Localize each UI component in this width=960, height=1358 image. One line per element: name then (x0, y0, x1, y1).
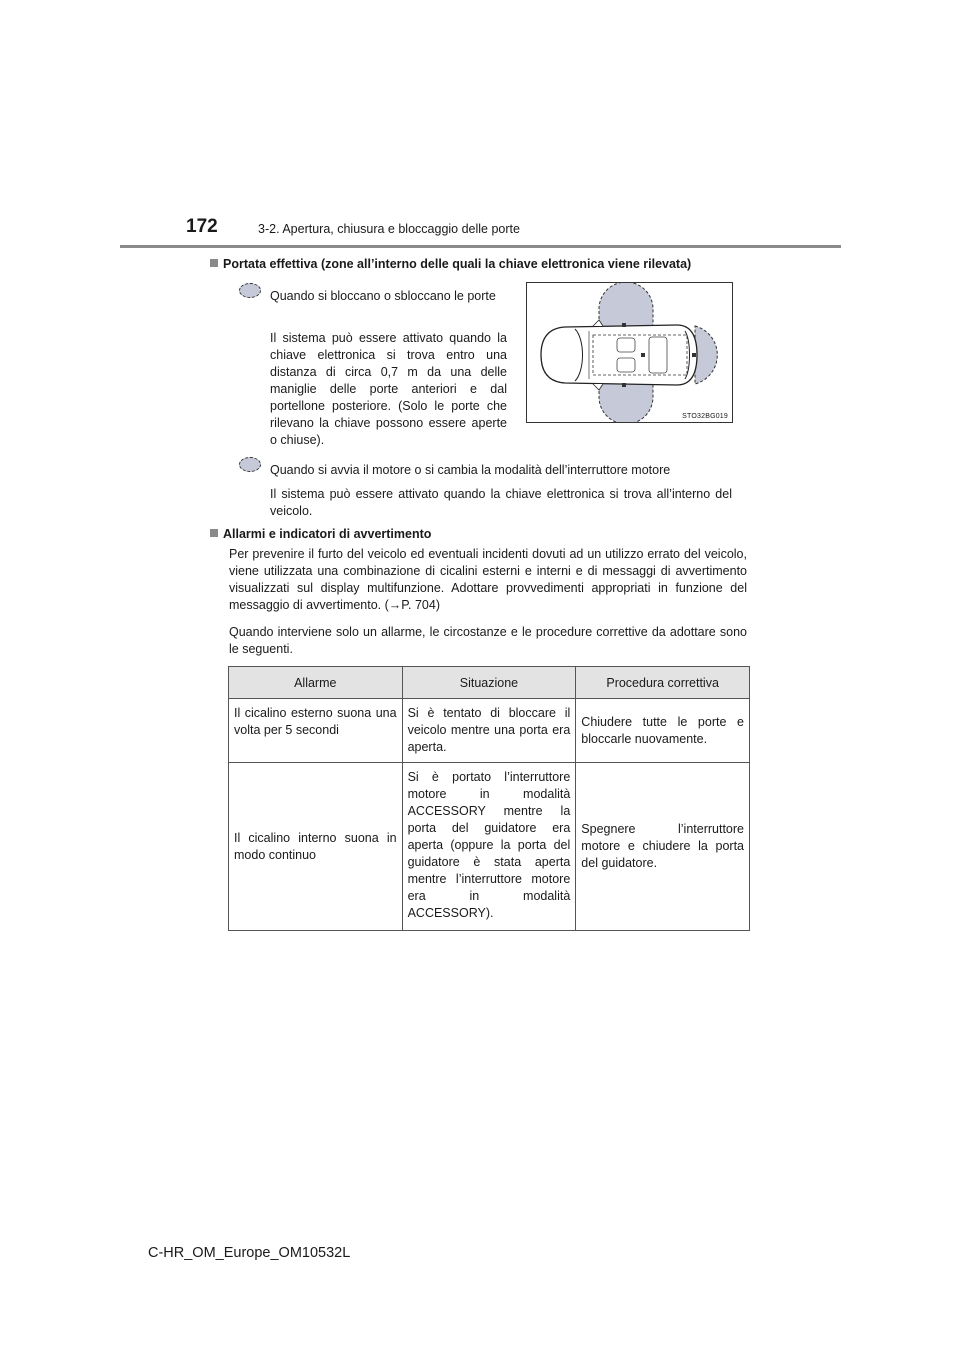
rear-gate-zone (695, 326, 717, 384)
car-top-view-diagram (527, 283, 732, 422)
table-header-cell: Situazione (402, 667, 576, 699)
table-cell: Si è tentato di bloccare il veicolo mentre una porta era aperta. (402, 699, 576, 763)
seat-front-right (617, 358, 635, 372)
item2-text: Il sistema può essere attivato quando la chiave elettronica si trova all’interno del veicolo. (270, 487, 732, 518)
antenna-right (622, 383, 626, 387)
section-heading-range: Portata effettiva (zone all’interno delle quali la chiave elettronica viene rilevata) (210, 257, 770, 271)
alarms-paragraph-1: Per prevenire il furto del veicolo ed eventuali incidenti dovuti ad un utilizzo errato del veicolo, viene utilizzata una combinazione di cicalini esterni e interni e di messaggi di avvertimento visualizzati sul display multifunzione. Adottare provvedimenti appropriati in funzione del messaggio di avvertimento. (→P. 704) (229, 547, 747, 612)
table-header-cell: Procedura correttiva (576, 667, 750, 699)
zone-icon (239, 457, 261, 472)
table-cell: Il cicalino esterno suona una volta per 5 secondi (229, 699, 403, 763)
table-cell: Spegnere l’interruttore motore e chiudere la porta del guidatore. (576, 763, 750, 931)
car-body (541, 325, 697, 385)
page-number: 172 (186, 216, 218, 237)
table-header-row (229, 667, 750, 699)
square-bullet-icon (210, 259, 218, 267)
seat-front-left (617, 338, 635, 352)
alarm-table (228, 666, 750, 931)
table-header-cell: Allarme (229, 667, 403, 699)
table-row (229, 699, 750, 763)
item1-text: Il sistema può essere attivato quando la chiave elettronica si trova entro una distanza di circa 0,7 m da una delle maniglie delle porte anteriori e dal portellone posteriore. (Solo le porte che rilevano la chiave possono essere aperte o chiuse). (270, 331, 507, 447)
section-heading-alarms: Allarmi e indicatori di avvertimento (210, 527, 750, 541)
zone-icon (239, 283, 261, 298)
antenna-left (622, 323, 626, 327)
chapter-title: 3-2. Apertura, chiusura e bloccaggio delle porte (258, 222, 520, 236)
table-row (229, 763, 750, 931)
antenna-rear (692, 353, 696, 357)
alarms-paragraph-2: Quando interviene solo un allarme, le circostanze e le procedure correttive da adottare sono le seguenti. (229, 625, 747, 656)
table-cell: Si è portato l’interruttore motore in modalità ACCESSORY mentre la porta del guidatore era aperta (oppure la porta del guidatore è stata aperta mentre l’interruttore motore era in modalità ACCESSORY). (402, 763, 576, 931)
figure-code: STO32BG019 (682, 413, 728, 420)
range-figure (526, 282, 733, 423)
table-cell: Il cicalino interno suona in modo continuo (229, 763, 403, 931)
antenna-cabin (641, 353, 645, 357)
seat-rear (649, 337, 667, 373)
square-bullet-icon (210, 529, 218, 537)
item1-title: Quando si bloccano o sbloccano le porte (270, 289, 496, 303)
table-cell: Chiudere tutte le porte e bloccarle nuovamente. (576, 699, 750, 763)
header-rule (120, 245, 841, 248)
item2-title: Quando si avvia il motore o si cambia la modalità dell’interruttore motore (270, 463, 671, 477)
footer-manual-code: C-HR_OM_Europe_OM10532L (148, 1245, 351, 1261)
